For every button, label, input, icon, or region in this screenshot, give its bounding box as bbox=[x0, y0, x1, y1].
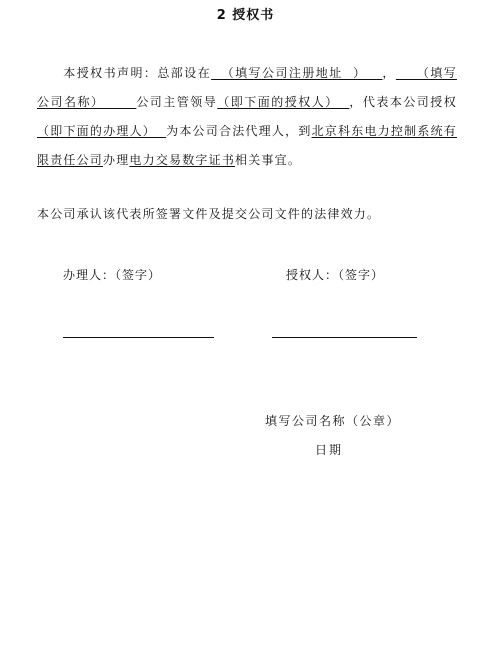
statement-text-1: 本授权书声明：总部设在 bbox=[63, 66, 212, 80]
authorizer-signature-label: 授权人：（签字） bbox=[286, 268, 385, 282]
company-name-field: （填写公司名称） bbox=[37, 66, 457, 109]
authorizer-field: （即下面的授权人） bbox=[217, 95, 350, 109]
statement-text-7: 相关事宜。 bbox=[235, 153, 302, 167]
authorizer-signature-line bbox=[272, 337, 417, 338]
company-seal-label: 填写公司名称（公章） bbox=[265, 414, 401, 428]
statement-text-5: 为本公司合法代理人，到 bbox=[166, 124, 312, 138]
registered-address-field: （填写公司注册地址 ） bbox=[211, 66, 383, 80]
handler-signature-line bbox=[63, 337, 214, 338]
statement-text-6: 办理 bbox=[103, 153, 130, 167]
statement-text-4: ，代表本公司授权 bbox=[349, 95, 457, 109]
document-title: 2 授权书 bbox=[216, 8, 275, 23]
organization-name: 北京科东电力控制系统有限责任公司 bbox=[37, 124, 457, 167]
handler-field: （即下面的办理人） bbox=[37, 124, 167, 138]
legal-commitment: 本公司承认该代表所签署文件及提交公司文件的法律效力。 bbox=[37, 207, 381, 221]
authorization-statement bbox=[37, 59, 457, 175]
handler-signature-label: 办理人：（签字） bbox=[63, 268, 162, 282]
certificate-type: 电力交易数字证书 bbox=[129, 153, 236, 167]
date-label: 日期 bbox=[315, 443, 344, 457]
statement-text-2: ， bbox=[382, 66, 396, 80]
statement-text-3: 公司主管领导 bbox=[136, 95, 218, 109]
